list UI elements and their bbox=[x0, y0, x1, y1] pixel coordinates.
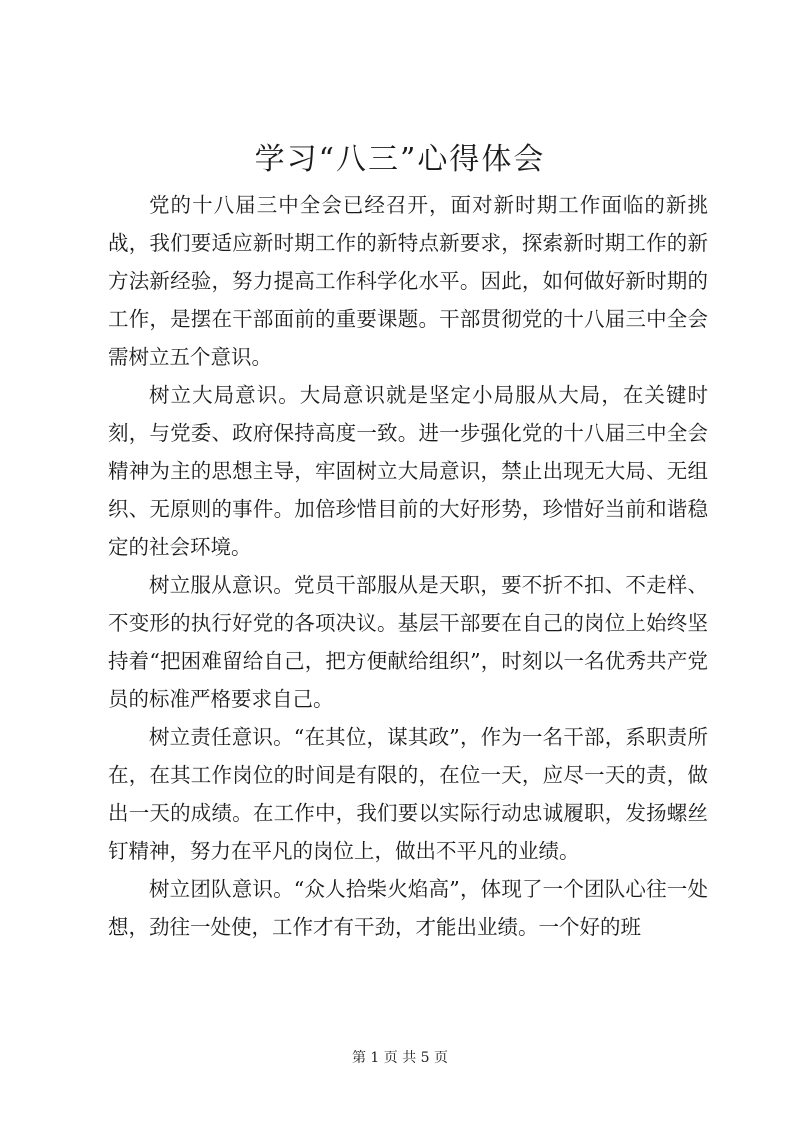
document-title: 学习“八三”心得体会 bbox=[254, 142, 546, 177]
page-number-footer: 第 1 页 共 5 页 bbox=[351, 1050, 449, 1066]
paragraph-team-awareness: 树立团队意识。“众人拾柴火焰高”，体现了一个团队心往一处想，劲往一处使，工作才有干劲，才能出业绩。一个好的班 bbox=[108, 877, 708, 939]
document-body bbox=[108, 186, 708, 946]
paragraph-overall-awareness: 树立大局意识。大局意识就是坚定小局服从大局，在关键时刻，与党委、政府保持高度一致。进一步强化党的十八届三中全会精神为主的思想主导，牢固树立大局意识，禁止出现无大局、无组织、无原则的事件。加倍珍惜目前的大好形势，珍惜好当前和谐稳定的社会环境。 bbox=[108, 383, 708, 559]
paragraph-responsibility-awareness: 树立责任意识。“在其位，谋其政”，作为一名干部，系职责所在，在其工作岗位的时间是有限的，在位一天，应尽一天的责，做出一天的成绩。在工作中，我们要以实际行动忠诚履职，发扬螺丝钉精神，努力在平凡的岗位上，做出不平凡的业绩。 bbox=[108, 725, 708, 863]
paragraph-intro: 党的十八届三中全会已经召开，面对新时期工作面临的新挑战，我们要适应新时期工作的新特点新要求，探索新时期工作的新方法新经验，努力提高工作科学化水平。因此，如何做好新时期的工作，是摆在干部面前的重要课题。干部贯彻党的十八届三中全会需树立五个意识。 bbox=[108, 193, 708, 369]
paragraph-obedience-awareness: 树立服从意识。党员干部服从是天职，要不折不扣、不走样、不变形的执行好党的各项决议。基层干部要在自己的岗位上始终坚持着“把困难留给自己，把方便献给组织”，时刻以一名优秀共产党员的标准严格要求自己。 bbox=[108, 573, 708, 711]
